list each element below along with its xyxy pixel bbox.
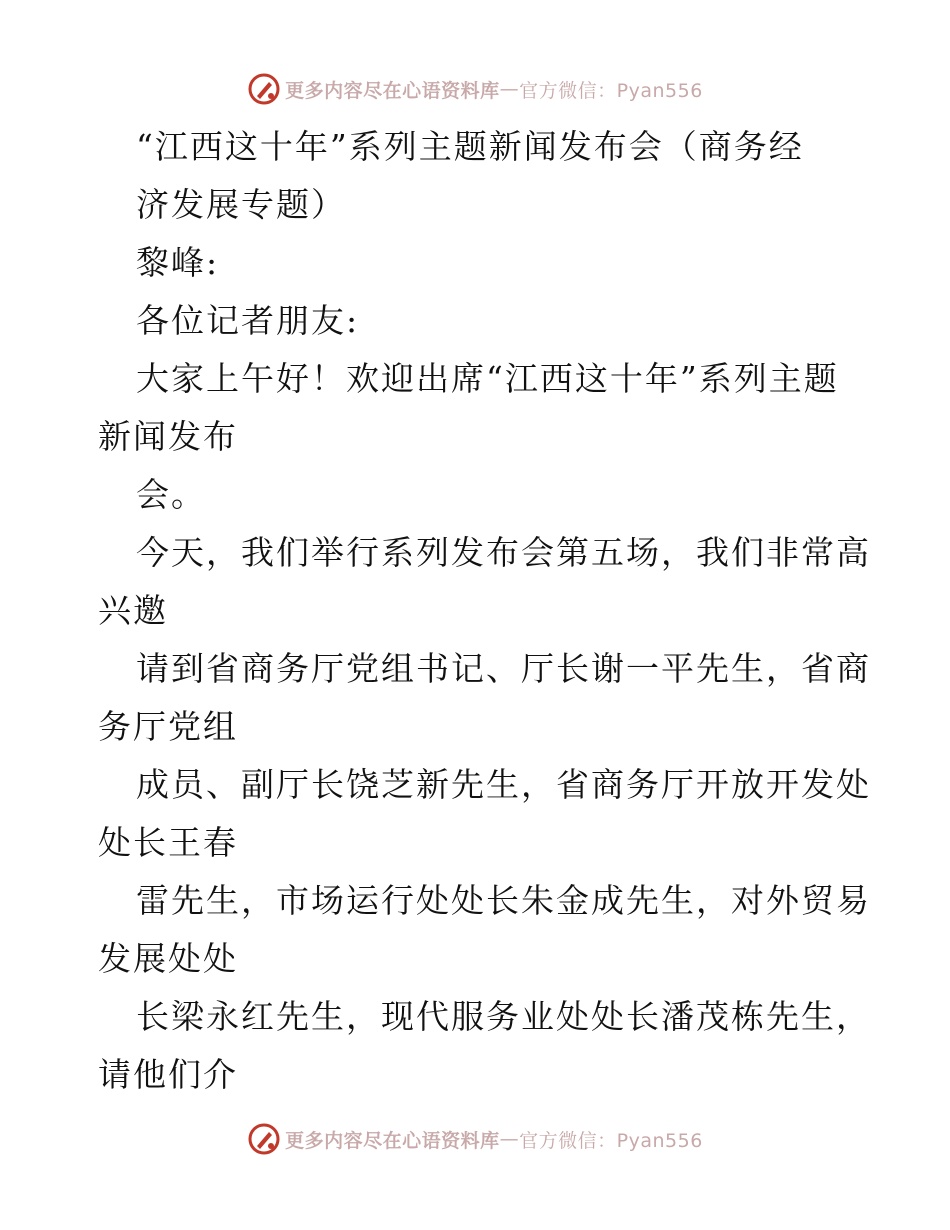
watermark-brand-text: 更多内容尽在心语资料库 xyxy=(285,79,500,102)
pen-logo-icon xyxy=(247,1122,281,1156)
watermark-footer xyxy=(0,1122,950,1156)
text-line: 发展处处 xyxy=(98,939,238,978)
text-line: 各位记者朋友: xyxy=(136,301,360,340)
watermark-separator: — xyxy=(499,78,520,100)
text-line: 新闻发布 xyxy=(98,417,238,456)
text-line: 兴邀 xyxy=(98,591,168,630)
text-line: 成员、副厅长饶芝新先生，省商务厅开放开发处 xyxy=(136,765,871,804)
text-line: 黎峰: xyxy=(136,243,220,282)
pen-logo-icon xyxy=(247,72,281,106)
text-line: 今天，我们举行系列发布会第五场，我们非常高 xyxy=(136,533,871,572)
text-line: 雷先生，市场运行处处长朱金成先生，对外贸易 xyxy=(136,881,871,920)
document-body xyxy=(98,118,871,1104)
text-line: 大家上午好！欢迎出席“江西这十年”系列主题 xyxy=(136,359,839,398)
text-line: 请他们介 xyxy=(98,1055,238,1094)
watermark-brand-text: 更多内容尽在心语资料库 xyxy=(285,1129,500,1152)
text-line: 会。 xyxy=(136,475,206,514)
watermark-separator: — xyxy=(499,1128,520,1150)
watermark-contact-text: 官方微信：Pyan556 xyxy=(519,79,703,102)
text-line: 处长王春 xyxy=(98,823,238,862)
watermark-contact-text: 官方微信：Pyan556 xyxy=(519,1129,703,1152)
text-line: 务厅党组 xyxy=(98,707,238,746)
text-line: 长梁永红先生，现代服务业处处长潘茂栋先生， xyxy=(136,997,871,1036)
text-line: “江西这十年”系列主题新闻发布会（商务经 xyxy=(136,127,804,166)
text-line: 济发展专题） xyxy=(136,185,346,224)
text-line: 请到省商务厅党组书记、厅长谢一平先生，省商 xyxy=(136,649,871,688)
watermark-header xyxy=(0,72,950,106)
